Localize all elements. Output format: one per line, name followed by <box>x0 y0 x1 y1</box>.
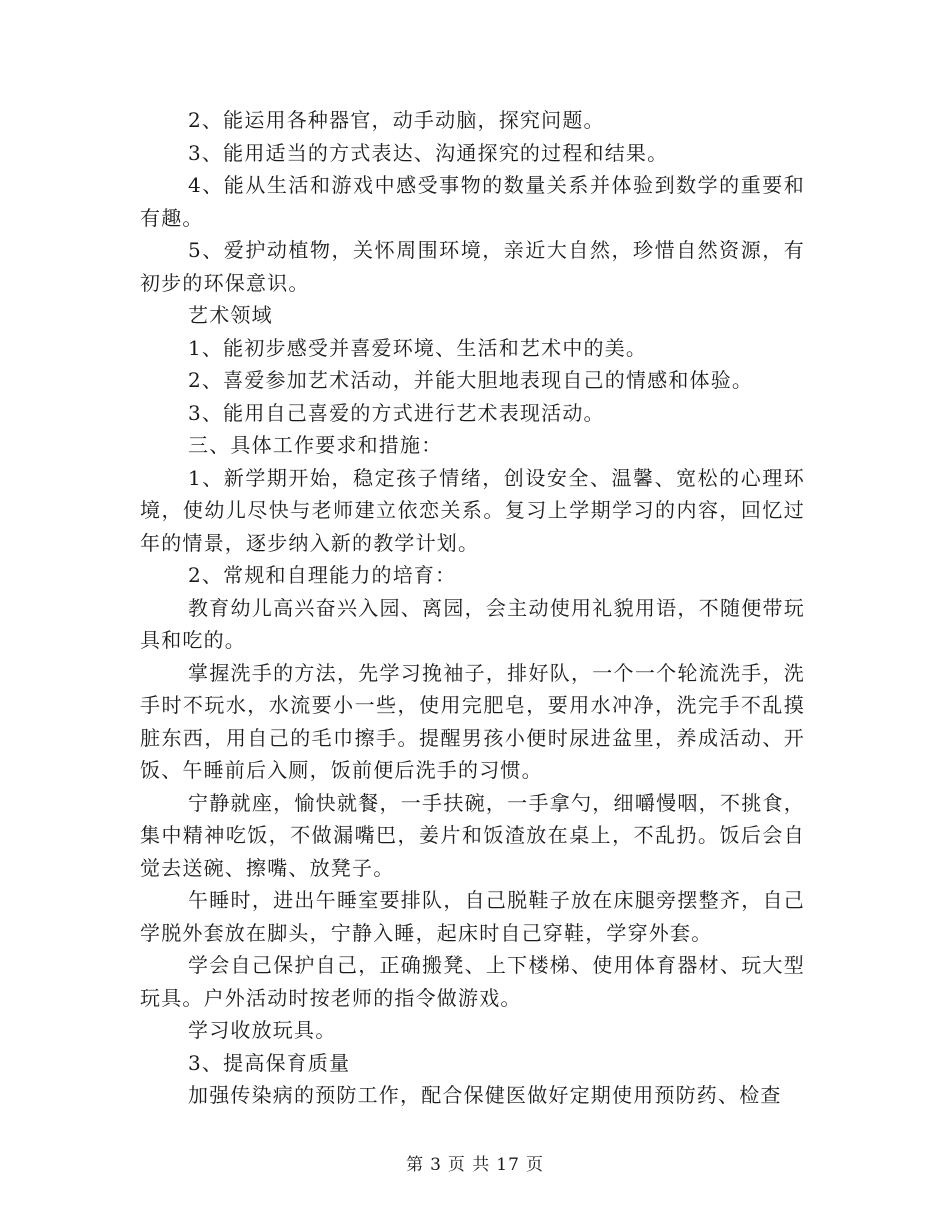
paragraph: 2、能运用各种器官，动手动脑，探究问题。 <box>188 108 605 132</box>
footer-suffix: 页 <box>525 1155 544 1175</box>
section-heading: 艺术领域 <box>188 303 273 327</box>
paragraph: 加强传染病的预防工作，配合保健医做好定期使用预防药、检查 <box>188 1083 782 1107</box>
document-body <box>140 104 805 1112</box>
total-pages-number: 17 <box>496 1155 520 1175</box>
paragraph: 3、能用适当的方式表达、沟通探究的过程和结果。 <box>188 140 669 165</box>
paragraph: 3、能用自己喜爱的方式进行艺术表现活动。 <box>188 400 605 425</box>
paragraph: 掌握洗手的方法，先学习挽袖子，排好队，一个一个轮流洗手，洗手时不玩水，水流要小一些，使用完肥皂，要用水冲净，洗完手不乱摸脏东西，用自己的毛巾擦手。提醒男孩小便时尿进盆里，养成活动、开饭、午睡前后入厕，饭前便后洗手的习惯。 <box>140 660 805 782</box>
paragraph: 教育幼儿高兴奋兴入园、离园，会主动使用礼貌用语，不随便带玩具和吃的。 <box>140 595 805 652</box>
paragraph: 午睡时，进出午睡室要排队，自己脱鞋子放在床腿旁摆整齐，自己学脱外套放在脚头，宁静入睡，起床时自己穿鞋，学穿外套。 <box>140 888 805 945</box>
paragraph: 2、常规和自理能力的培育： <box>188 563 457 587</box>
footer-middle: 页 共 <box>447 1155 491 1175</box>
footer-prefix: 第 <box>406 1155 425 1175</box>
paragraph: 1、新学期开始，稳定孩子情绪，创设安全、温馨、宽松的心理环境，使幼儿尽快与老师建立依恋关系。复习上学期学习的内容，回忆过年的情景，逐步纳入新的教学计划。 <box>140 465 805 555</box>
page-footer <box>0 1150 950 1175</box>
paragraph: 1、能初步感受并喜爱环境、生活和艺术中的美。 <box>188 335 648 360</box>
paragraph: 2、喜爱参加艺术活动，并能大胆地表现自己的情感和体验。 <box>188 368 754 392</box>
paragraph: 学习收放玩具。 <box>188 1018 337 1042</box>
section-heading: 三、具体工作要求和措施： <box>188 433 443 457</box>
paragraph: 宁静就座，愉快就餐，一手扶碗，一手拿勺，细嚼慢咽，不挑食，集中精神吃饭，不做漏嘴巴，姜片和饭渣放在桌上，不乱扔。饭后会自觉去送碗、擦嘴、放凳子。 <box>140 790 805 880</box>
paragraph: 学会自己保护自己，正确搬凳、上下楼梯、使用体育器材、玩大型玩具。户外活动时按老师的指令做游戏。 <box>140 953 805 1010</box>
paragraph: 5、爱护动植物，关怀周围环境，亲近大自然，珍惜自然资源，有初步的环保意识。 <box>140 238 805 295</box>
paragraph: 3、提高保育质量 <box>188 1050 351 1075</box>
paragraph: 4、能从生活和游戏中感受事物的数量关系并体验到数学的重要和有趣。 <box>140 173 805 230</box>
current-page-number: 3 <box>430 1155 442 1175</box>
